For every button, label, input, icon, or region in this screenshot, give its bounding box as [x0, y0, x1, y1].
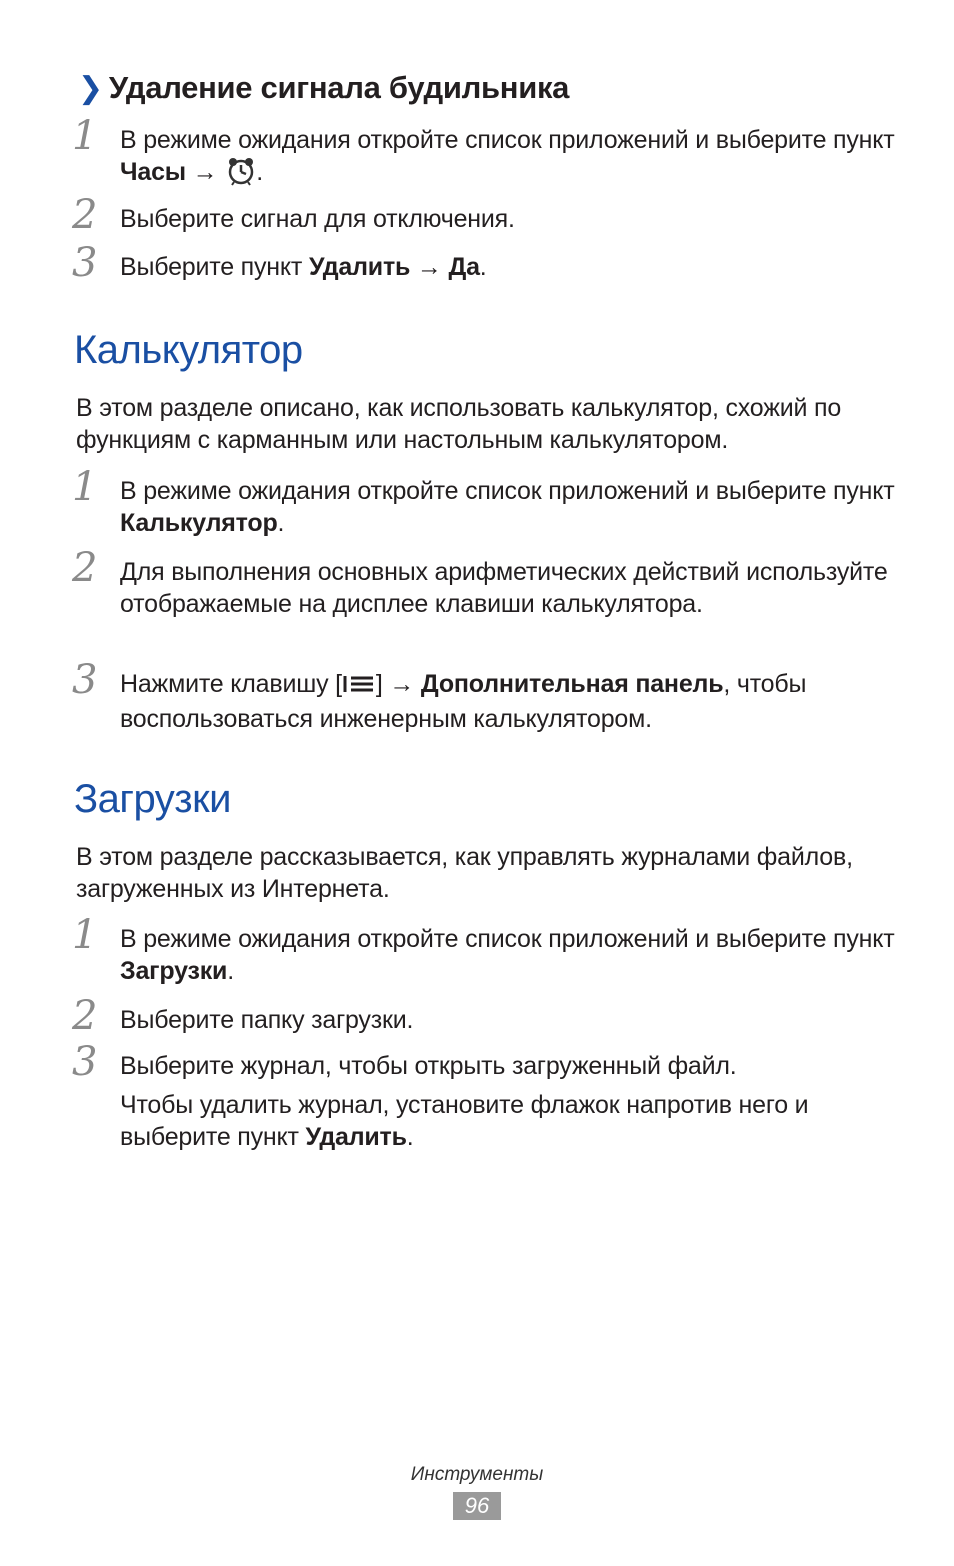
chevron-right-icon: ❯ [78, 72, 103, 105]
page-number: 96 [453, 1492, 501, 1520]
step-number: 3 [72, 240, 98, 286]
subsection-title: Удаление сигнала будильника [108, 70, 570, 105]
step-number: 2 [72, 993, 98, 1039]
ui-term: Да [448, 253, 480, 281]
step-number: 3 [72, 1039, 98, 1085]
step-note: Чтобы удалить журнал, установите флажок напротив него и выберите пункт Удалить. [120, 1091, 809, 1151]
step-number: 3 [72, 657, 98, 703]
step-text: В режиме ожидания откройте список приложений и выберите пункт Часы → . [120, 124, 900, 194]
step-number: 2 [72, 545, 98, 591]
ui-term: Удалить [308, 253, 411, 281]
menu-key-icon [342, 671, 376, 703]
subsection-heading [78, 70, 569, 106]
step-text: Выберите пункт Удалить → Да. [120, 253, 487, 281]
section-title-downloads: Загрузки [74, 777, 231, 821]
ui-term: Загрузки [120, 957, 228, 985]
calculator-intro: В этом разделе описано, как использовать калькулятор, схожий по функциям с карманным или настольным калькулятором. [76, 394, 842, 454]
alarm-clock-icon [226, 156, 256, 194]
step-text: В режиме ожидания откройте список приложений и выберите пункт Калькулятор. [120, 477, 895, 537]
footer-section-label: Инструменты [410, 1464, 544, 1485]
ui-term: Дополнительная панель [420, 670, 724, 698]
step-text: Нажмите клавишу [ ] → Дополнительная панель, чтобы воспользоваться инженерным калькулятором. [120, 670, 807, 733]
step-number: 1 [72, 464, 98, 510]
downloads-intro: В этом разделе рассказывается, как управлять журналами файлов, загруженных из Интернета. [76, 843, 853, 903]
step-text: Выберите папку загрузки. [120, 1006, 414, 1034]
step-text: Для выполнения основных арифметических действий используйте отображаемые на дисплее клавиши калькулятора. [120, 558, 888, 618]
step-text: В режиме ожидания откройте список приложений и выберите пункт Загрузки. [120, 925, 895, 985]
step-text: Выберите журнал, чтобы открыть загруженный файл. [120, 1052, 737, 1080]
step-number: 1 [72, 113, 98, 159]
step-number: 2 [72, 192, 98, 238]
ui-term: Удалить [305, 1123, 407, 1151]
step-text: Выберите сигнал для отключения. [120, 205, 515, 233]
ui-term: Калькулятор [120, 509, 278, 537]
ui-term: Часы [120, 158, 186, 186]
step-number: 1 [72, 912, 98, 958]
section-title-calculator: Калькулятор [74, 328, 303, 372]
